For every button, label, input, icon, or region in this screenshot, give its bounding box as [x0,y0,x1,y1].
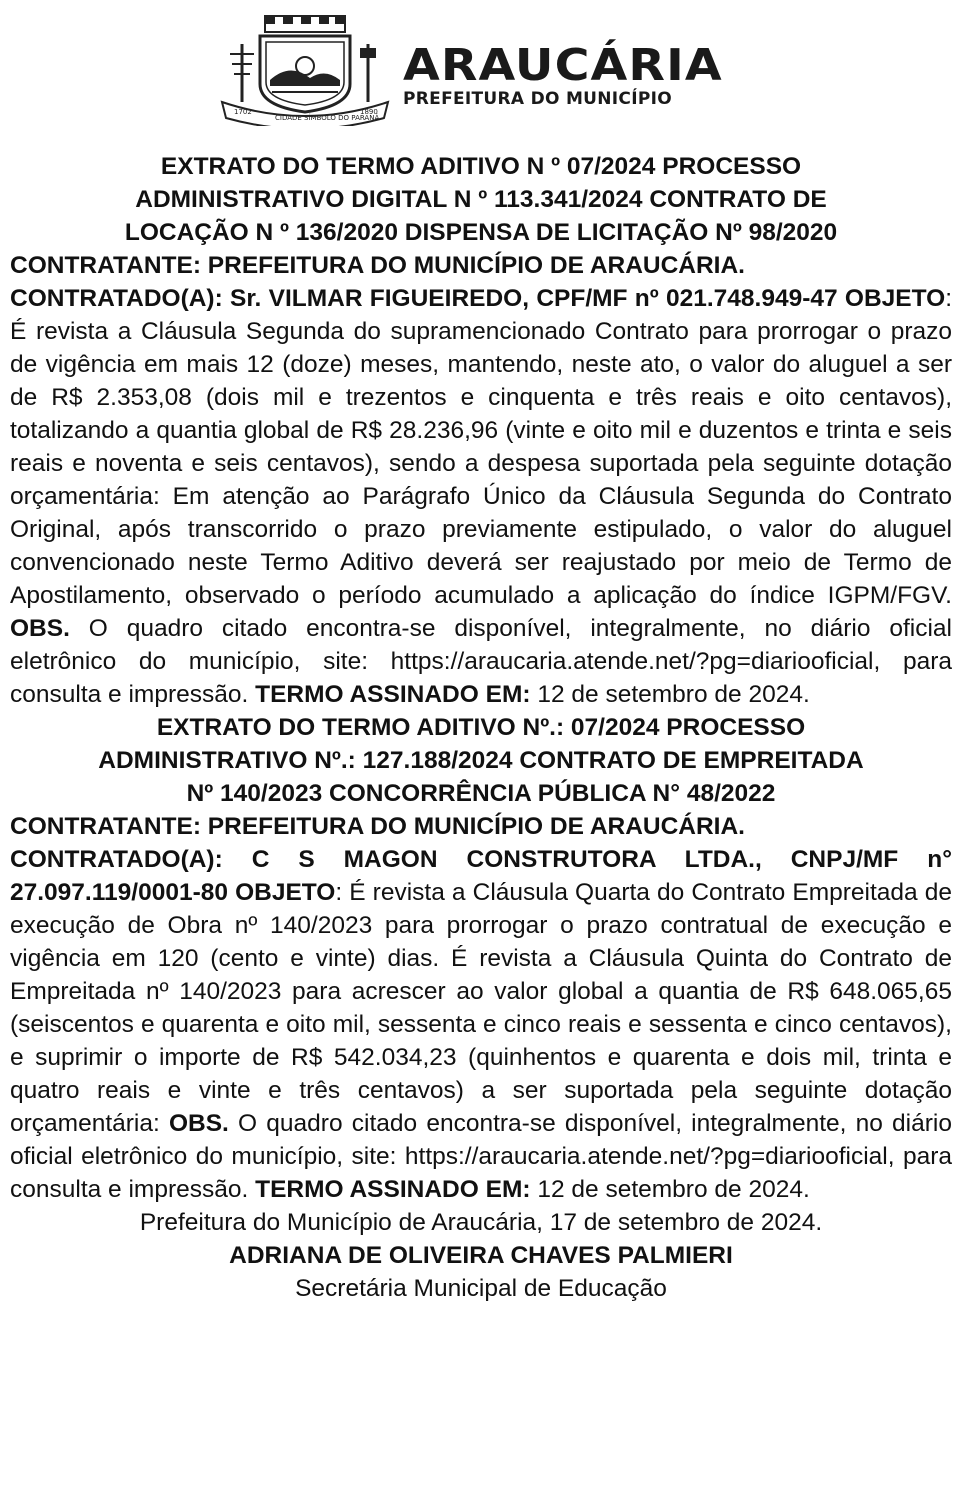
signature-block [10,1206,952,1305]
extract-1-title-line-2: ADMINISTRATIVO DIGITAL N º 113.341/2024 CONTRATO DE [135,186,827,213]
crest-motto: CIDADE SÍMBOLO DO PARANÁ [275,114,380,122]
extract-2-contratante: CONTRATANTE: PREFEITURA DO MUNICÍPIO DE ARAUCÁRIA. [10,813,745,840]
crest-year-left: 1702 [234,108,252,116]
extract-1-contratado: CONTRATADO(A): Sr. VILMAR FIGUEIREDO, CPF/MF nº 021.748.949-47 OBJETO [10,285,946,312]
extract-1-title-line-1: EXTRATO DO TERMO ADITIVO N º 07/2024 PROCESSO [160,153,802,180]
extract-2-body [10,843,952,1206]
extract-1-objeto-text: : É revista a Cláusula Segunda do supramencionado Contrato para prorrogar o prazo de vigência em mais 12 (doze) meses, mantendo, neste ato, o valor do aluguel a ser de R$ 2.353,08 (dois mil e trezentos e cinquenta e três reais e oito centavos), totalizando a quantia global de R$ 28.236,96 (vinte e oito mil e duzentos e trinta e seis reais e noventa e seis centavos), sendo a despesa suportada pela seguinte dotação orçamentária: Em atenção ao Parágrafo Único da Cláusula Segunda do Contrato Original, após transcorrido o prazo previamente estipulado, o valor do aluguel convencionado neste Termo Aditivo deverá ser reajustado por meio de Termo de Apostilamento, observado o período acumulado a aplicação do índice IGPM/FGV. [10,285,952,609]
extract-2-obs-text: O quadro citado encontra-se disponível, integralmente, no diário oficial eletrônico do município, site: https://araucaria.atende.net/?pg=diariooficial, para consulta e impressão. [10,1110,952,1203]
extract-1-title-line-3: LOCAÇÃO N º 136/2020 DISPENSA DE LICITAÇÃO Nº 98/2020 [124,219,838,246]
extract-2-obs-label: OBS. [168,1110,229,1137]
document-body [10,150,952,1305]
extract-2-title-line-1: EXTRATO DO TERMO ADITIVO Nº.: 07/2024 PROCESSO [156,714,806,741]
crest-year-right: 1890 [360,108,378,116]
extract-2-title-line-3: Nº 140/2023 CONCORRÊNCIA PÚBLICA N° 48/2022 [186,780,776,807]
place-date: Prefeitura do Município de Araucária, 17 de setembro de 2024. [139,1209,823,1236]
brand-subtitle: PREFEITURA DO MUNICÍPIO [403,89,672,109]
extract-1-contratante: CONTRATANTE: PREFEITURA DO MUNICÍPIO DE ARAUCÁRIA. [10,252,745,279]
extract-2-objeto-text: : É revista a Cláusula Quarta do Contrato Empreitada de execução de Obra nº 140/2023 para prorrogar o prazo contratual de execução e vigência em 120 (cento e vinte) dias. É revista a Cláusula Quinta do Contrato de Empreitada nº 140/2023 para acrescer ao valor global a quantia de R$ 648.065,65 (seiscentos e quarenta e oito mil, sessenta e cinco reais e sessenta e cinco centavos), e suprimir o importe de R$ 542.034,23 (quinhentos e quarenta e dois mil, trinta e quatro reais e vinte e três centavos) a ser suportada pela seguinte dotação orçamentária: [10,879,953,1137]
page-header [0,0,962,140]
extract-1-body [10,282,952,711]
signer-name: ADRIANA DE OLIVEIRA CHAVES PALMIERI [229,1242,733,1269]
extract-1-obs-label: OBS. [10,615,70,642]
extract-2-contratado: CONTRATADO(A): C S MAGON CONSTRUTORA LTDA., CNPJ/MF n° 27.097.119/0001-80 OBJETO [10,846,952,906]
extract-2 [10,711,952,1206]
brand-block [403,40,723,109]
coat-of-arms-icon [220,14,390,126]
extract-2-title-line-2: ADMINISTRATIVO Nº.: 127.188/2024 CONTRATO DE EMPREITADA [98,747,864,774]
extract-1 [10,150,952,711]
brand-name: ARAUCÁRIA [403,40,723,91]
extract-1-obs-text: O quadro citado encontra-se disponível, integralmente, no diário oficial eletrônico do município, site: https://araucaria.atende.net/?pg=diariooficial, para consulta e impressão. [10,615,952,708]
extract-2-signed-date: 12 de setembro de 2024. [530,1176,810,1203]
signer-role: Secretária Municipal de Educação [295,1275,667,1302]
extract-1-signed-label: TERMO ASSINADO EM: [255,681,531,708]
extract-1-signed-date: 12 de setembro de 2024. [530,681,810,708]
extract-2-signed-label: TERMO ASSINADO EM: [255,1176,531,1203]
